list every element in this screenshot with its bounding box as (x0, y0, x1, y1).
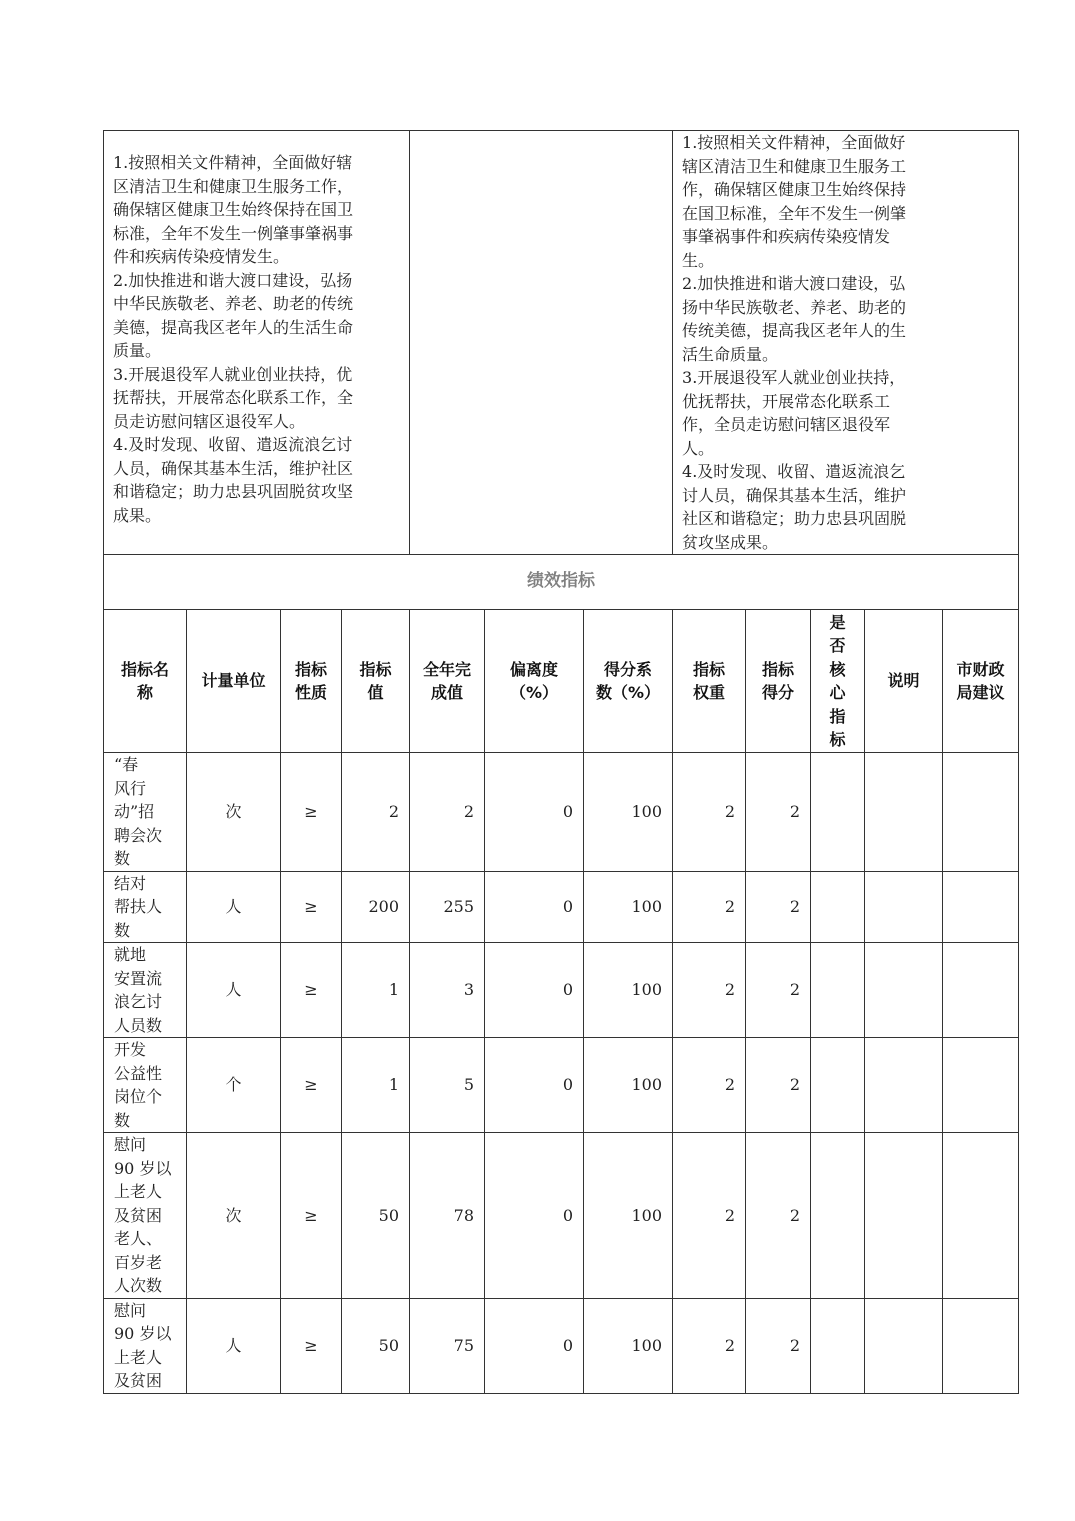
header-core-text: 指 (829, 706, 846, 726)
indicator-name-line: 动”招 (114, 802, 155, 821)
indicator-name (104, 943, 187, 1038)
header-value-text: 值 (367, 683, 384, 702)
header-unit-text: 计量单位 (201, 671, 266, 691)
unit-cell: 人 (187, 871, 281, 943)
goal-actual-line: 贫攻坚成果。 (682, 532, 779, 552)
header-note-text: 说明 (887, 671, 920, 691)
header-score-text: 指标 (762, 659, 795, 679)
advice-cell (943, 943, 1019, 1038)
unit-cell: 次 (187, 753, 281, 872)
target-value-cell: 2 (342, 753, 410, 872)
header-nature-text: 性质 (294, 683, 327, 702)
weight-cell: 2 (673, 753, 746, 872)
target-value-cell: 200 (342, 871, 410, 943)
indicator-name-line: 数 (114, 920, 131, 940)
score-coef-cell: 100 (584, 1298, 673, 1393)
score-cell: 2 (746, 753, 811, 872)
deviation-cell: 0 (485, 753, 584, 872)
goal-planned-line: 3.开展退役军人就业创业扶持，优 (113, 364, 353, 384)
goal-planned-line: 成果。 (113, 505, 162, 525)
indicator-name-line: 老人、 (114, 1229, 163, 1248)
score-coef-cell: 100 (584, 753, 673, 872)
goal-planned-line: 中华民族敬老、养老、助老的传统 (113, 294, 354, 313)
weight-cell: 2 (673, 1038, 746, 1133)
goal-planned-line: 抚帮扶，开展常态化联系工作，全 (113, 388, 354, 407)
indicator-name-line: 就地 (114, 945, 147, 964)
goal-actual-line: 事肇祸事件和疾病传染疫情发 (682, 227, 891, 246)
goal-actual-line: 人。 (682, 438, 715, 458)
nature-cell: ≥ (281, 1038, 342, 1133)
unit-cell: 次 (187, 1133, 281, 1299)
indicator-name-line: 数 (114, 849, 131, 868)
indicator-name-line: 浪乞讨 (114, 992, 163, 1011)
target-value-cell: 50 (342, 1133, 410, 1299)
goal-planned-line: 质量。 (113, 341, 162, 360)
note-cell (865, 753, 943, 872)
header-core-text: 否 (829, 636, 846, 655)
annual-goal-planned (104, 131, 410, 555)
goal-actual-line: 2.加快推进和谐大渡口建设，弘 (682, 274, 906, 293)
goal-actual-line: 优抚帮扶，开展常态化联系工 (682, 391, 891, 411)
indicator-name (104, 1298, 187, 1393)
goal-actual-line: 传统美德，提高我区老年人的生 (682, 321, 907, 340)
nature-cell: ≥ (281, 1133, 342, 1299)
goal-actual-line: 作，确保辖区健康卫生始终保持 (682, 180, 907, 199)
section-title: 绩效指标 (104, 555, 1019, 610)
score-coef-cell: 100 (584, 1038, 673, 1133)
annual-goal-actual (673, 131, 1019, 555)
header-name-text: 指标名 (120, 659, 169, 679)
goal-planned-line: 员走访慰问辖区退役军人。 (113, 411, 306, 431)
header-coef (584, 610, 673, 753)
goal-planned-line: 1.按照相关文件精神，全面做好辖 (113, 153, 353, 172)
target-value-cell: 1 (342, 1038, 410, 1133)
actual-value-cell: 3 (410, 943, 485, 1038)
section-title-row (104, 555, 1019, 610)
header-advice-text: 市财政 (956, 659, 1005, 679)
indicator-name-line: 开发 (114, 1040, 147, 1059)
indicator-name (104, 871, 187, 943)
weight-cell: 2 (673, 943, 746, 1038)
goal-blank-cell (410, 131, 673, 555)
table-row (104, 943, 1019, 1038)
table-row (104, 871, 1019, 943)
score-coef-cell: 100 (584, 943, 673, 1038)
indicator-name-line: 岗位个 (114, 1087, 163, 1106)
nature-cell: ≥ (281, 753, 342, 872)
indicator-name-line: 慰问 (114, 1300, 147, 1320)
indicator-name-line: “春 (114, 755, 139, 774)
goal-planned-line: 2.加快推进和谐大渡口建设，弘扬 (113, 270, 353, 290)
advice-cell (943, 1133, 1019, 1299)
indicator-name (104, 1038, 187, 1133)
indicator-name-line: 及贫困 (114, 1371, 163, 1390)
indicator-name-line: 结对 (114, 873, 147, 893)
goal-planned-line: 和谐稳定；助力忠县巩固脱贫攻坚 (113, 482, 354, 501)
indicator-name-line: 慰问 (114, 1135, 147, 1154)
score-cell: 2 (746, 1133, 811, 1299)
header-coef-text: 得分系 (604, 659, 653, 679)
nature-cell: ≥ (281, 943, 342, 1038)
header-deviation-text: （%） (509, 683, 559, 702)
indicator-name-line: 人次数 (114, 1276, 163, 1295)
indicator-name (104, 1133, 187, 1299)
table-row (104, 1133, 1019, 1299)
goal-planned-line: 人员，确保其基本生活，维护社区 (113, 458, 354, 478)
table-body (104, 753, 1019, 1394)
indicator-name (104, 753, 187, 872)
goal-planned-line: 件和疾病传染疫情发生。 (113, 247, 290, 266)
table-row (104, 753, 1019, 872)
header-core (811, 610, 865, 753)
goal-actual-line: 作，全员走访慰问辖区退役军 (682, 415, 891, 434)
goal-actual-line: 扬中华民族敬老、养老、助老的 (682, 297, 907, 317)
indicator-name-line: 聘会次 (114, 825, 163, 845)
indicator-name-line: 数 (114, 1110, 131, 1130)
table-row (104, 1038, 1019, 1133)
goal-actual-line: 社区和谐稳定；助力忠县巩固脱 (682, 509, 907, 528)
header-unit (187, 610, 281, 753)
core-indicator-cell (811, 1133, 865, 1299)
note-cell (865, 1038, 943, 1133)
core-indicator-cell (811, 1038, 865, 1133)
header-name-text: 称 (136, 683, 153, 702)
note-cell (865, 1298, 943, 1393)
target-value-cell: 50 (342, 1298, 410, 1393)
indicator-name-line: 90 岁以 (114, 1324, 172, 1343)
header-weight (673, 610, 746, 753)
indicator-name-line: 百岁老 (114, 1252, 163, 1272)
header-core-text: 标 (829, 730, 846, 749)
goal-planned-line: 区清洁卫生和健康卫生服务工作， (113, 176, 354, 196)
indicator-name-line: 帮扶人 (114, 897, 163, 916)
score-coef-cell: 100 (584, 871, 673, 943)
actual-value-cell: 75 (410, 1298, 485, 1393)
unit-cell: 人 (187, 1298, 281, 1393)
deviation-cell: 0 (485, 943, 584, 1038)
actual-value-cell: 255 (410, 871, 485, 943)
indicator-name-line: 公益性 (114, 1063, 163, 1083)
advice-cell (943, 871, 1019, 943)
weight-cell: 2 (673, 1298, 746, 1393)
header-row (104, 610, 1019, 753)
core-indicator-cell (811, 943, 865, 1038)
header-score-text: 得分 (762, 683, 795, 702)
goal-actual-line: 在国卫标准，全年不发生一例肇 (682, 203, 907, 223)
indicator-name-line: 安置流 (114, 968, 163, 988)
unit-cell: 个 (187, 1038, 281, 1133)
indicator-name-line: 及贫困 (114, 1205, 163, 1225)
goal-planned-line: 美德，提高我区老年人的生活生命 (113, 317, 354, 337)
indicator-name-line: 上老人 (114, 1347, 163, 1367)
header-core-text: 心 (829, 683, 846, 702)
core-indicator-cell (811, 753, 865, 872)
score-cell: 2 (746, 943, 811, 1038)
table-row (104, 1298, 1019, 1393)
document-page (103, 130, 1018, 1394)
unit-cell: 人 (187, 943, 281, 1038)
weight-cell: 2 (673, 871, 746, 943)
header-actual-text: 全年完 (423, 659, 472, 679)
indicator-name-line: 人员数 (114, 1015, 163, 1035)
goal-actual-line: 4.及时发现、收留、遣返流浪乞 (682, 462, 906, 481)
core-indicator-cell (811, 871, 865, 943)
indicator-name-line: 风行 (114, 778, 147, 798)
header-weight-text: 权重 (693, 683, 726, 702)
header-core-text: 核 (829, 659, 846, 679)
goal-actual-line: 生。 (682, 250, 715, 270)
goal-planned-line: 4.及时发现、收留、遣返流浪乞讨 (113, 435, 353, 454)
header-score (746, 610, 811, 753)
actual-value-cell: 78 (410, 1133, 485, 1299)
note-cell (865, 871, 943, 943)
deviation-cell: 0 (485, 1038, 584, 1133)
deviation-cell: 0 (485, 1133, 584, 1299)
header-note (865, 610, 943, 753)
goal-actual-line: 讨人员，确保其基本生活，维护 (682, 485, 907, 505)
advice-cell (943, 1038, 1019, 1133)
score-cell: 2 (746, 871, 811, 943)
core-indicator-cell (811, 1298, 865, 1393)
header-actual-text: 成值 (431, 683, 464, 702)
header-deviation (485, 610, 584, 753)
header-nature-text: 指标 (294, 659, 327, 679)
nature-cell: ≥ (281, 1298, 342, 1393)
goal-planned-line: 标准，全年不发生一例肇事肇祸事 (113, 223, 354, 243)
score-cell: 2 (746, 1038, 811, 1133)
advice-cell (943, 1298, 1019, 1393)
note-cell (865, 1133, 943, 1299)
advice-cell (943, 753, 1019, 872)
indicator-name-line: 90 岁以 (114, 1158, 172, 1178)
goals-row (104, 131, 1019, 555)
nature-cell: ≥ (281, 871, 342, 943)
note-cell (865, 943, 943, 1038)
header-nature (281, 610, 342, 753)
weight-cell: 2 (673, 1133, 746, 1299)
score-cell: 2 (746, 1298, 811, 1393)
header-name (104, 610, 187, 753)
score-coef-cell: 100 (584, 1133, 673, 1299)
actual-value-cell: 5 (410, 1038, 485, 1133)
goal-actual-line: 1.按照相关文件精神，全面做好 (682, 133, 906, 152)
header-advice-text: 局建议 (956, 683, 1005, 702)
goal-planned-line: 确保辖区健康卫生始终保持在国卫 (113, 200, 354, 219)
header-weight-text: 指标 (693, 659, 726, 679)
goal-actual-line: 辖区清洁卫生和健康卫生服务工 (682, 156, 907, 176)
goal-actual-line: 3.开展退役军人就业创业扶持， (682, 368, 906, 387)
header-advice (943, 610, 1019, 753)
deviation-cell: 0 (485, 1298, 584, 1393)
actual-value-cell: 2 (410, 753, 485, 872)
header-actual (410, 610, 485, 753)
header-coef-text: 数（%） (596, 683, 661, 702)
deviation-cell: 0 (485, 871, 584, 943)
target-value-cell: 1 (342, 943, 410, 1038)
goal-actual-line: 活生命质量。 (682, 344, 779, 364)
header-value-text: 指标 (359, 659, 392, 679)
indicator-name-line: 上老人 (114, 1182, 163, 1201)
header-deviation-text: 偏离度 (510, 659, 559, 679)
performance-table (103, 130, 1019, 1394)
header-value (342, 610, 410, 753)
header-core-text: 是 (829, 612, 846, 632)
